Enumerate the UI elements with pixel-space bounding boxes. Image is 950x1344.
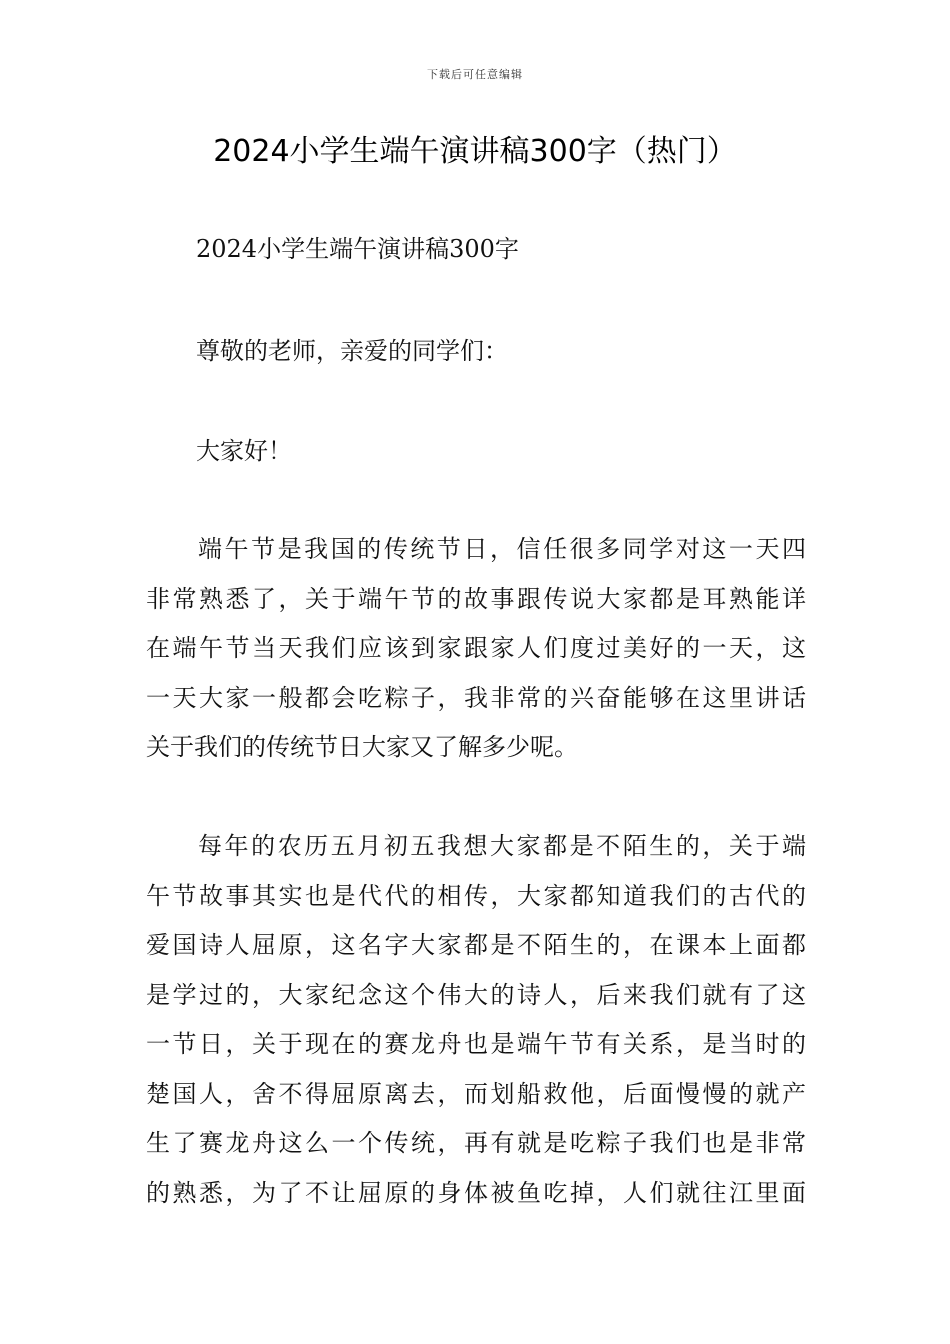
paragraph-line: 在端午节当天我们应该到家跟家人们度过美好的一天，这 bbox=[146, 634, 806, 662]
paragraph-line: 每年的农历五月初五我想大家都是不陌生的，关于端 bbox=[198, 832, 806, 860]
paragraph-line: 关于我们的传统节日大家又了解多少呢。 bbox=[146, 733, 578, 761]
paragraph-line: 午节故事其实也是代代的相传，大家都知道我们的古代的 bbox=[146, 881, 806, 910]
header-note: 下载后可任意编辑 bbox=[427, 68, 523, 81]
greeting-line: 大家好！ bbox=[196, 437, 292, 465]
paragraph-1 bbox=[146, 525, 810, 773]
paragraph-line: 爱国诗人屈原，这名字大家都是不陌生的，在课本上面都 bbox=[146, 931, 806, 959]
speech-subtitle: 2024小学生端午演讲稿300字 bbox=[196, 235, 519, 263]
paragraph-line: 端午节是我国的传统节日，信任很多同学对这一天四 bbox=[198, 535, 806, 563]
paragraph-line: 非常熟悉了，关于端午节的故事跟传说大家都是耳熟能详 bbox=[146, 584, 806, 613]
paragraph-line: 一节日，关于现在的赛龙舟也是端午节有关系，是当时的 bbox=[146, 1030, 806, 1058]
paragraph-2 bbox=[146, 822, 810, 1218]
paragraph-line: 一天大家一般都会吃粽子，我非常的兴奋能够在这里讲话 bbox=[146, 683, 806, 712]
paragraph-line: 生了赛龙舟这么一个传统，再有就是吃粽子我们也是非常 bbox=[146, 1129, 806, 1157]
paragraph-line: 的熟悉，为了不让屈原的身体被鱼吃掉，人们就往江里面 bbox=[146, 1178, 806, 1207]
document-title: 2024小学生端午演讲稿300字（热门） bbox=[213, 134, 737, 169]
salutation: 尊敬的老师，亲爱的同学们： bbox=[196, 337, 508, 365]
paragraph-line: 楚国人，舍不得屈原离去，而划船救他，后面慢慢的就产 bbox=[146, 1079, 806, 1108]
paragraph-line: 是学过的，大家纪念这个伟大的诗人，后来我们就有了这 bbox=[146, 980, 806, 1009]
